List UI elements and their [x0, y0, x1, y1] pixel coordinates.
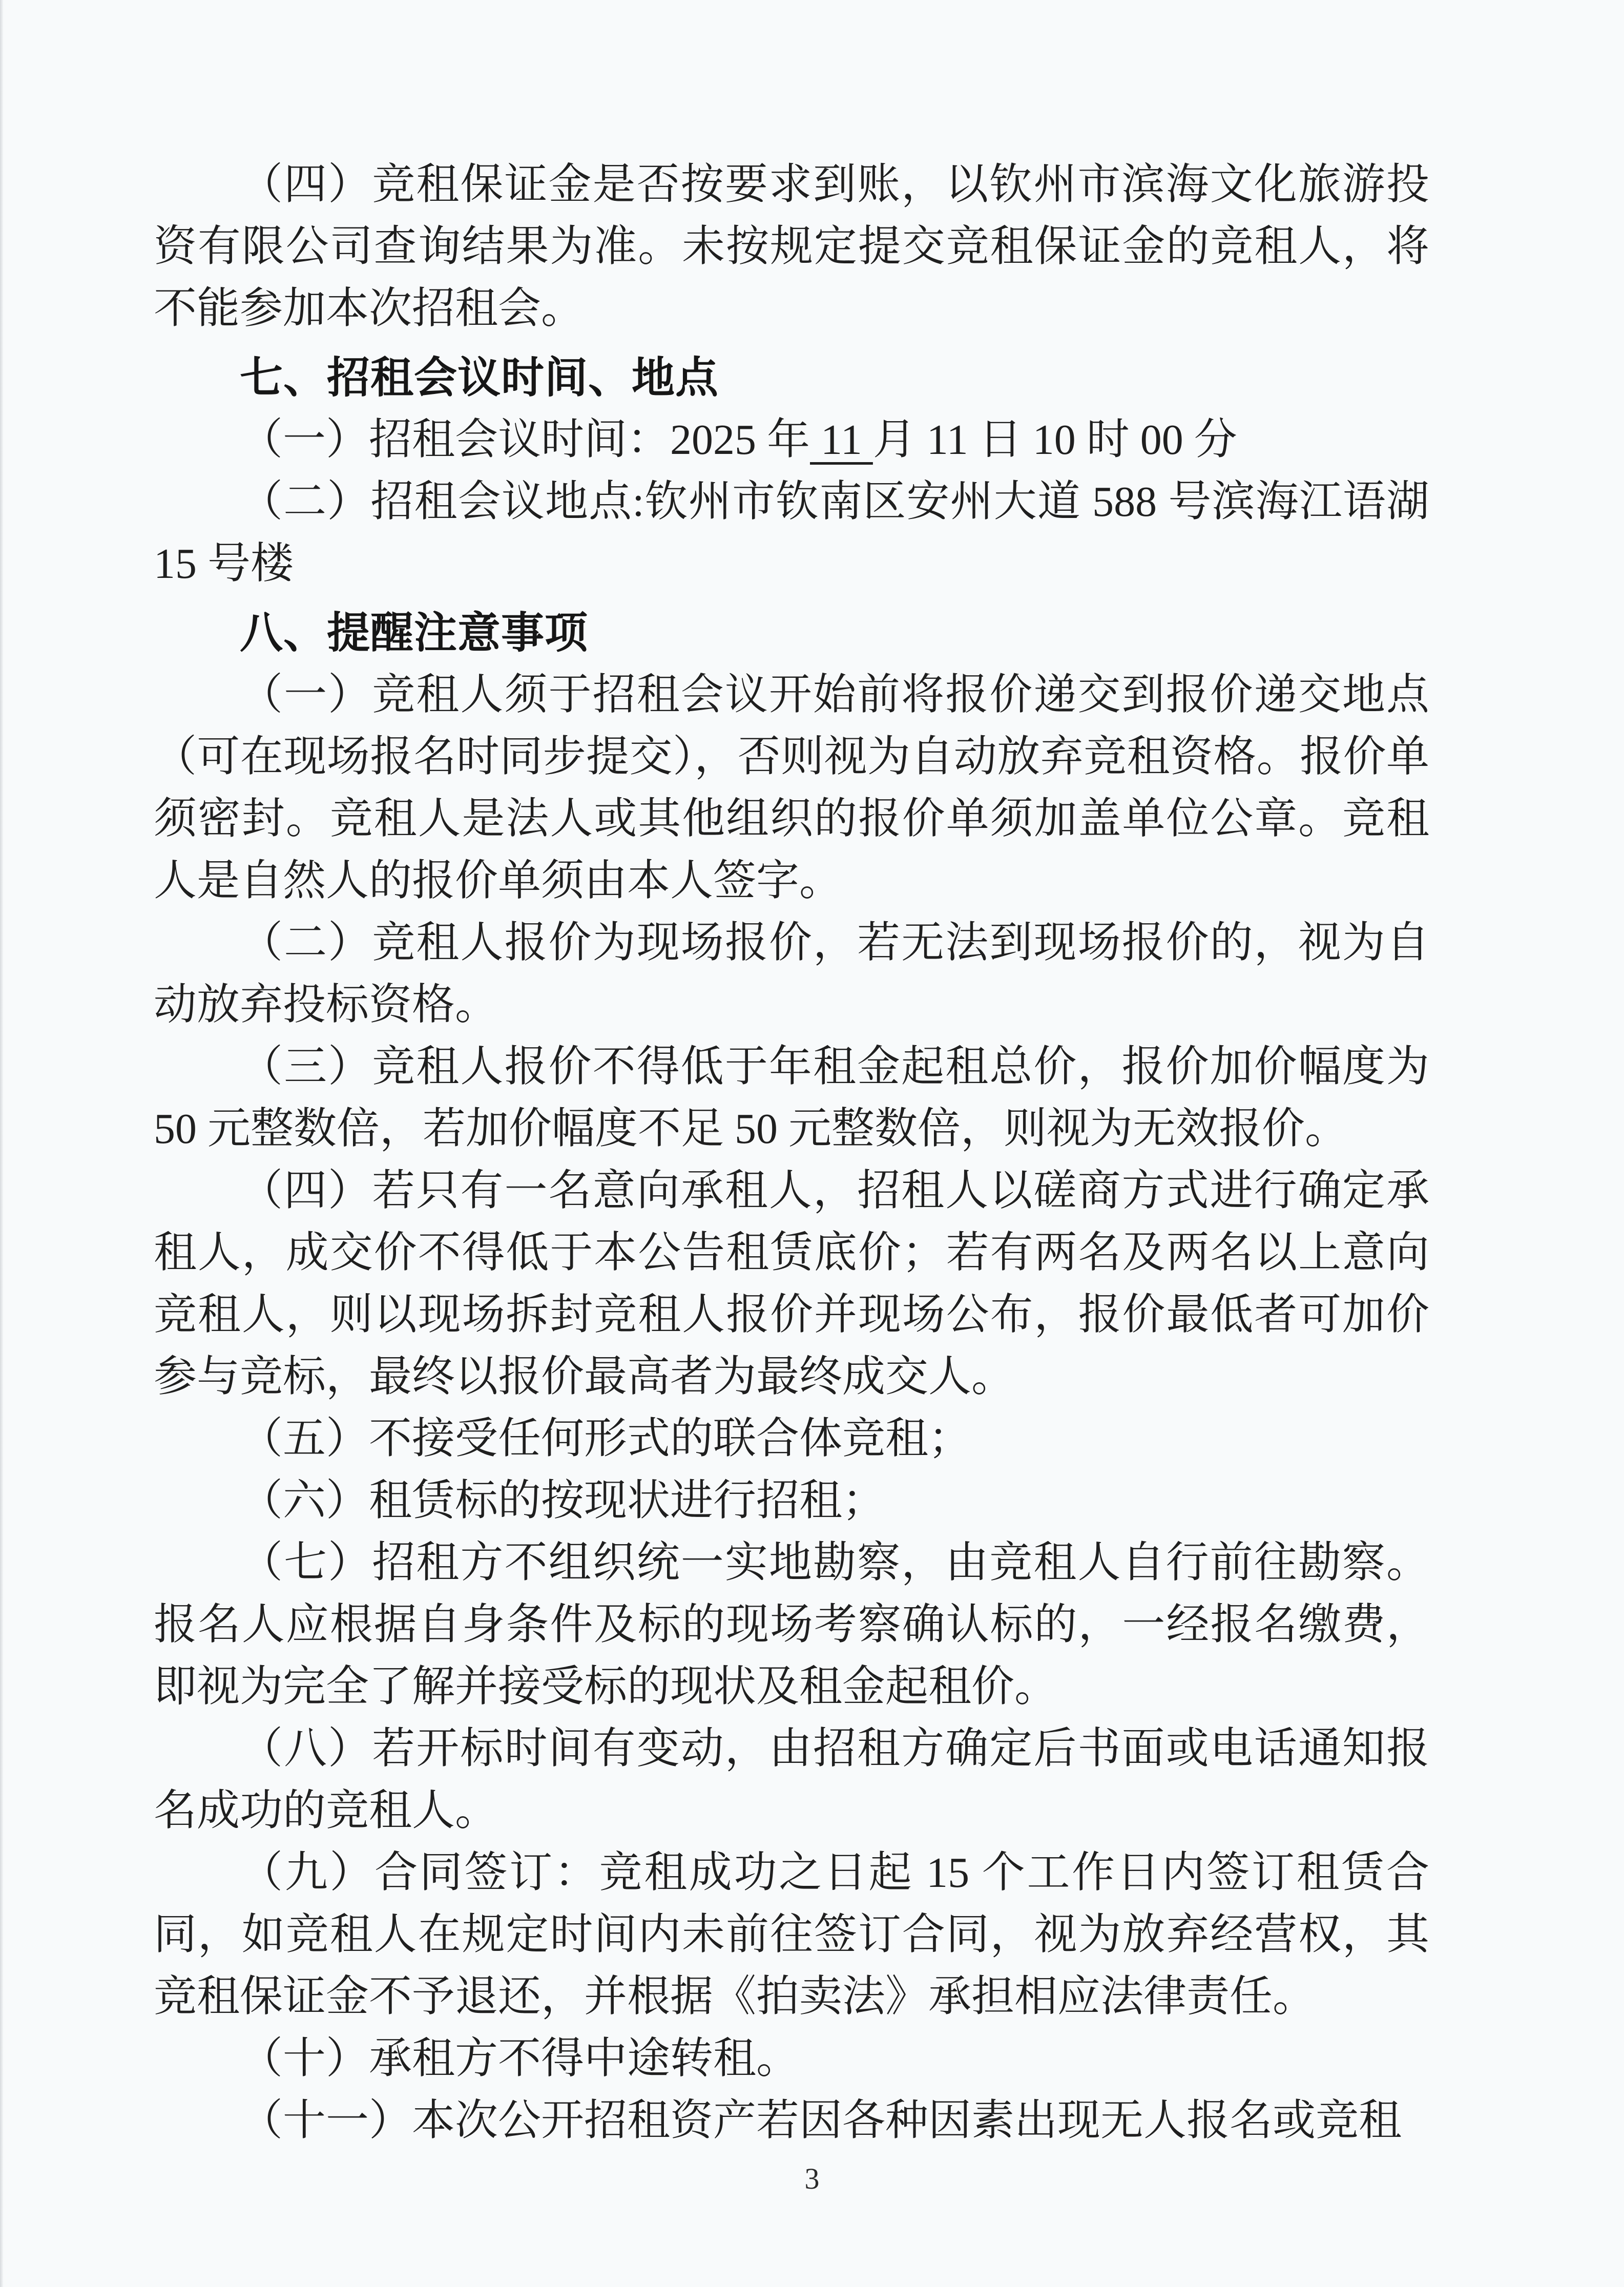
meeting-time-underlined-month: 11: [810, 416, 873, 464]
paragraph-note-6-as-is-lease: （六）租赁标的按现状进行招租；: [240, 1477, 886, 1525]
paragraph-note-3-minimum-price: （三）竞租人报价不得低于年租金起租总价，报价加价幅度为 50 元整数倍，若加价幅度不足 50 元整数倍，则视为无效报价。: [154, 1043, 1429, 1153]
page-edge-shadow: [0, 0, 4, 2287]
paragraph-meeting-location: （二）招租会议地点:钦州市钦南区安州大道 588 号滨海江语湖 15 号楼: [154, 478, 1429, 588]
paragraph-note-11-no-bidders: （十一）本次公开招租资产若因各种因素出现无人报名或竞租: [240, 2097, 1402, 2145]
paragraph-note-2-onsite-quote: （二）竞租人报价为现场报价，若无法到现场报价的，视为自动放弃投标资格。: [154, 919, 1429, 1029]
paragraph-note-10-no-sublease: （十）承租方不得中途转租。: [240, 2035, 800, 2083]
page-number: 3: [804, 2162, 820, 2195]
paragraph-note-5-no-consortium: （五）不接受任何形式的联合体竞租；: [240, 1415, 972, 1463]
paragraph-note-9-contract-signing: （九）合同签订：竞租成功之日起 15 个工作日内签订租赁合同，如竞租人在规定时间内未前往签订合同，视为放弃经营权，其竞租保证金不予退还，并根据《拍卖法》承担相应法律责任。: [154, 1849, 1429, 2021]
paragraph-note-1-quote-submission: （一）竞租人须于招租会议开始前将报价递交到报价递交地点（可在现场报名时同步提交），否则视为自动放弃竞租资格。报价单须密封。竞租人是法人或其他组织的报价单须加盖单位公章。竞租人是自然人的报价单须由本人签字。: [154, 671, 1429, 905]
paragraph-deposit-arrival: （四）竞租保证金是否按要求到账，以钦州市滨海文化旅游投资有限公司查询结果为准。未按规定提交竞租保证金的竞租人，将不能参加本次招租会。: [154, 161, 1429, 332]
paragraph-note-7-site-survey: （七）招租方不组织统一实地勘察，由竞租人自行前往勘察。报名人应根据自身条件及标的现场考察确认标的，一经报名缴费，即视为完全了解并接受标的现状及租金起租价。: [154, 1539, 1429, 1711]
paragraph-meeting-time: [154, 409, 1429, 471]
meeting-time-suffix: 月 11 日 10 时 00 分: [872, 416, 1237, 464]
paragraph-note-8-time-change-notice: （八）若开标时间有变动，由招租方确定后书面或电话通知报名成功的竞租人。: [154, 1725, 1429, 1835]
section-heading-8-reminders: 八、提醒注意事项: [240, 609, 589, 657]
meeting-time-prefix: （一）招租会议时间：2025 年: [240, 416, 810, 464]
paragraph-note-4-single-bidder: （四）若只有一名意向承租人，招租人以磋商方式进行确定承租人，成交价不得低于本公告租赁底价；若有两名及两名以上意向竞租人，则以现场拆封竞租人报价并现场公布，报价最低者可加价参与竞标，最终以报价最高者为最终成交人。: [154, 1167, 1429, 1401]
section-heading-7-meeting-time-place: 七、招租会议时间、地点: [240, 354, 719, 402]
document-content: [154, 154, 1429, 2152]
